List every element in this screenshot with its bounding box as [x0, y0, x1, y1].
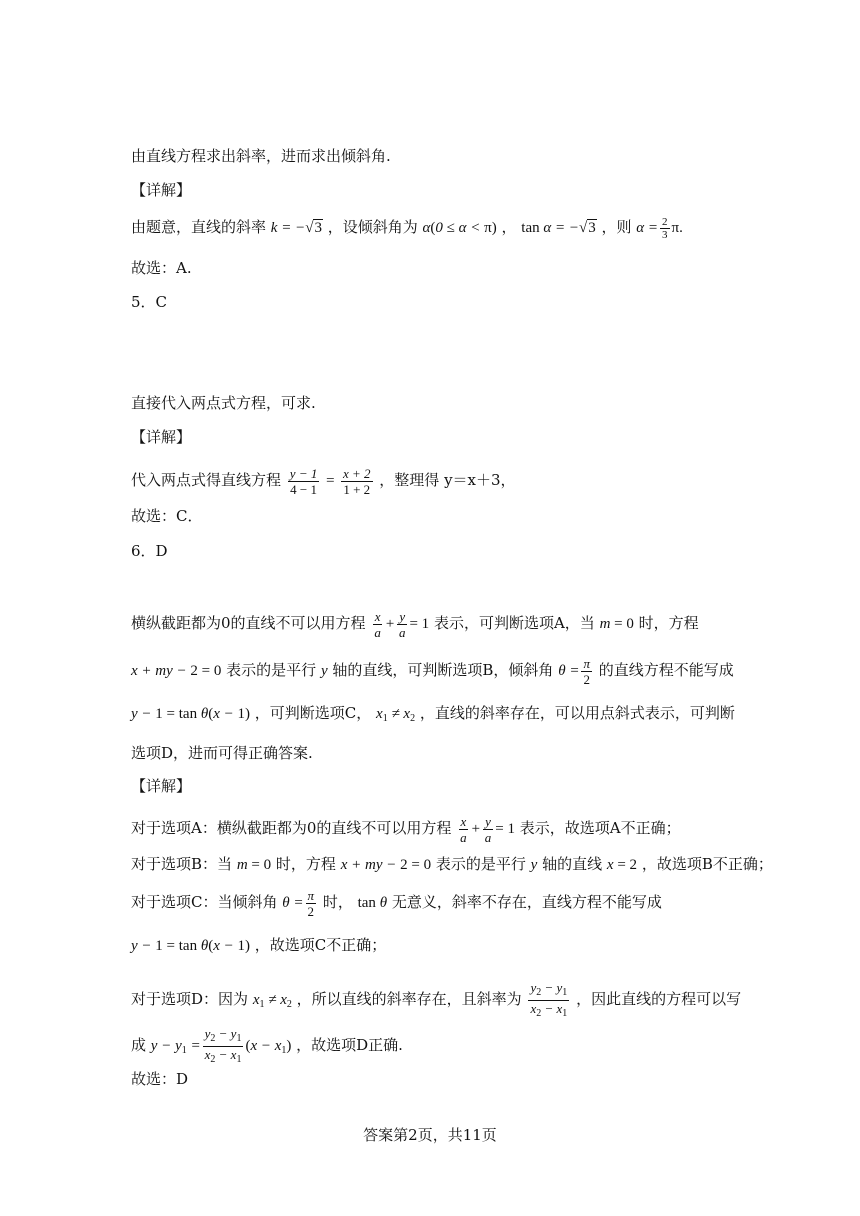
- text-line: x + my − 2 = 0 表示的是平行 y 轴的直线，可判断选项B，倾斜角 θ = $\frac{\pi}{2}$ 的直线方程不能写成: [131, 656, 734, 687]
- formula: $\frac{x}{a}$ + $\frac{y}{a}$ = 1: [374, 609, 430, 640]
- formula: $\frac{y_2 - y_1}{x_2 - x_1}$: [530, 980, 568, 1019]
- text-line: y − 1 = tan θ(x − 1) ，可判断选项C， $x_1 \ne x_2$ ，直线的斜率存在，可以用点斜式表示，可判断: [131, 704, 735, 724]
- formula: m = 0: [599, 615, 634, 632]
- text-line: 对于选项A：横纵截距都为0的直线不可以用方程 $\frac{x}{a}$ + $\frac{y}{a}$ = 1 表示，故选项A不正确；: [131, 814, 681, 845]
- formula: y: [530, 857, 538, 873]
- section-heading: 【详解】: [131, 181, 192, 199]
- text-line: 由直线方程求出斜率，进而求出倾斜角.: [131, 147, 391, 165]
- formula: x + my − 2 = 0: [131, 662, 222, 679]
- formula: $y - y_1$ = $\frac{y_2 - y_1}{x_2 - x_1}$ $(x - x_1)$: [150, 1026, 292, 1065]
- text-line: 代入两点式得直线方程 $\frac{y - 1}{4 - 1}$ = $\frac{x + 2}{1 + 2}$ ，整理得 y＝x＋3，: [131, 466, 516, 497]
- text-line: 故选：A.: [131, 259, 192, 277]
- page-footer: 答案第2页，共11页: [363, 1126, 497, 1144]
- formula: $x_1 \ne x_2$: [252, 991, 292, 1010]
- formula: θ = $\frac{\pi}{2}$: [282, 888, 315, 919]
- formula: x = 2: [606, 857, 638, 873]
- section-heading: 【详解】: [131, 777, 192, 795]
- formula: y − 1 = tan θ(x − 1): [131, 706, 250, 722]
- text-line: 故选：C．: [131, 507, 203, 525]
- formula: tan θ: [357, 894, 388, 911]
- formula: $x_1 \ne x_2$: [376, 706, 416, 724]
- formula: y − 1 = tan θ(x − 1): [131, 938, 250, 954]
- formula: tan α = −√3: [521, 220, 596, 236]
- text-line: 对于选项C：当倾斜角 θ = $\frac{\pi}{2}$ 时， tan θ 无意义，斜率不存在，直线方程不能写成: [131, 888, 662, 919]
- question-number: 5．C: [131, 293, 168, 311]
- formula: $\frac{y - 1}{4 - 1}$ = $\frac{x + 2}{1 + 2}$: [289, 466, 371, 497]
- text-line: 直接代入两点式方程，可求.: [131, 394, 316, 412]
- formula: y: [320, 662, 328, 679]
- text-line: 由题意，直线的斜率 k = −√3 ，设倾斜角为 α(0 ≤ α < π) ， tan α = −√3 ，则 α = $\frac{2}{3}$ π.: [131, 216, 683, 242]
- text-line: y − 1 = tan θ(x − 1) ，故选项C不正确；: [131, 936, 387, 954]
- formula: x + my − 2 = 0: [340, 857, 432, 873]
- formula: k = −√3: [270, 220, 322, 236]
- formula: m = 0: [236, 857, 272, 873]
- text-line: 对于选项D：因为 $x_1 \ne x_2$ ，所以直线的斜率存在，且斜率为 $\frac{y_2 - y_1}{x_2 - x_1}$ ，因此直线的方程可以写: [131, 980, 742, 1019]
- text-line: 故选：D: [131, 1070, 189, 1088]
- text-line: 选项D，进而可得正确答案.: [131, 744, 313, 762]
- formula: α = $\frac{2}{3}$ π.: [636, 216, 683, 242]
- question-number: 6．D: [131, 542, 168, 560]
- formula: θ = $\frac{\pi}{2}$: [558, 656, 590, 687]
- formula: α(0 ≤ α < π): [422, 220, 497, 236]
- section-heading: 【详解】: [131, 428, 192, 446]
- text-line: 成 $y - y_1$ = $\frac{y_2 - y_1}{x_2 - x_1}$ $(x - x_1)$ ，故选项D正确.: [131, 1026, 403, 1065]
- text-line: 横纵截距都为0的直线不可以用方程 $\frac{x}{a}$ + $\frac{y}{a}$ = 1 表示，可判断选项A，当 m = 0 时，方程: [131, 609, 699, 640]
- text-line: 对于选项B：当 m = 0 时，方程 x + my − 2 = 0 表示的是平行 y 轴的直线 x = 2 ，故选项B不正确；: [131, 855, 773, 873]
- formula: $\frac{x}{a}$ + $\frac{y}{a}$ = 1: [460, 814, 516, 845]
